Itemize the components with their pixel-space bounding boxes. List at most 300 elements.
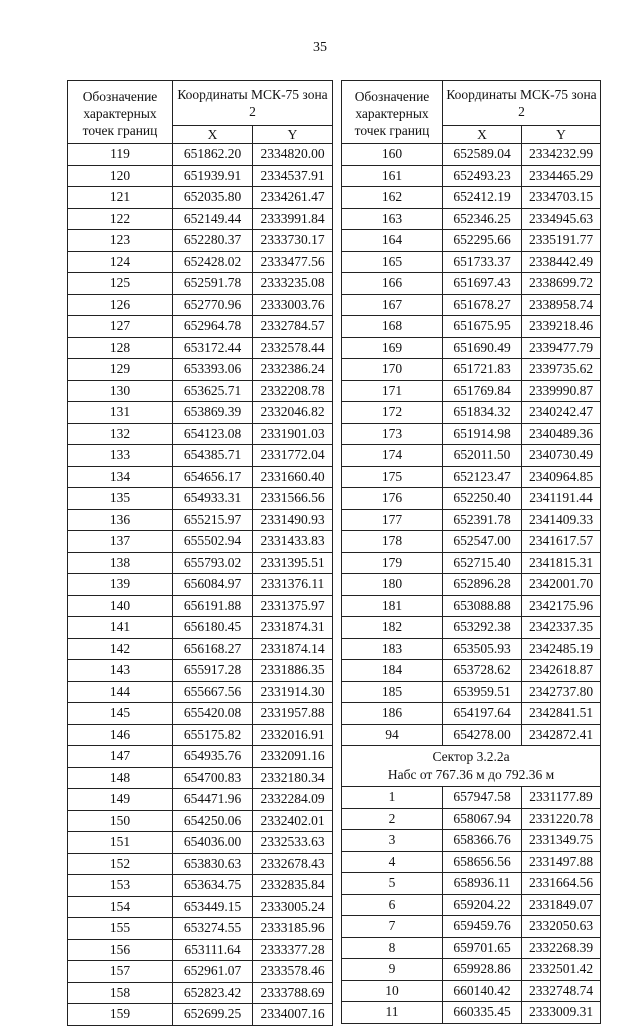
x-coordinate-cell: 651697.43	[443, 273, 522, 295]
x-coordinate-cell: 651675.95	[443, 316, 522, 338]
table-row	[342, 294, 601, 316]
y-coordinate-cell: 2331664.56	[522, 873, 601, 895]
x-coordinate-cell: 652493.23	[443, 165, 522, 187]
table-row	[68, 982, 333, 1004]
y-coordinate-cell: 2340730.49	[522, 445, 601, 467]
y-coordinate-cell: 2332284.09	[253, 789, 333, 811]
table-row	[68, 896, 333, 918]
point-number-cell: 161	[342, 165, 443, 187]
table-row	[68, 853, 333, 875]
table-row	[342, 273, 601, 295]
header-x: X	[173, 126, 253, 144]
point-number-cell: 6	[342, 894, 443, 916]
table-row	[68, 445, 333, 467]
x-coordinate-cell: 653625.71	[173, 380, 253, 402]
point-number-cell: 138	[68, 552, 173, 574]
table-row	[342, 359, 601, 381]
y-coordinate-cell: 2331220.78	[522, 808, 601, 830]
x-coordinate-cell: 652715.40	[443, 552, 522, 574]
x-coordinate-cell: 655667.56	[173, 681, 253, 703]
point-number-cell: 129	[68, 359, 173, 381]
y-coordinate-cell: 2331395.51	[253, 552, 333, 574]
table-row	[342, 337, 601, 359]
table-row	[68, 273, 333, 295]
x-coordinate-cell: 656191.88	[173, 595, 253, 617]
y-coordinate-cell: 2333185.96	[253, 918, 333, 940]
x-coordinate-cell: 659204.22	[443, 894, 522, 916]
point-number-cell: 146	[68, 724, 173, 746]
table-row	[68, 638, 333, 660]
y-coordinate-cell: 2333788.69	[253, 982, 333, 1004]
point-number-cell: 137	[68, 531, 173, 553]
point-number-cell: 135	[68, 488, 173, 510]
y-coordinate-cell: 2341815.31	[522, 552, 601, 574]
y-coordinate-cell: 2332748.74	[522, 980, 601, 1002]
y-coordinate-cell: 2332050.63	[522, 916, 601, 938]
table-row	[342, 851, 601, 873]
point-number-cell: 126	[68, 294, 173, 316]
table-row	[342, 488, 601, 510]
x-coordinate-cell: 652591.78	[173, 273, 253, 295]
point-number-cell: 186	[342, 703, 443, 725]
y-coordinate-cell: 2332678.43	[253, 853, 333, 875]
point-number-cell: 158	[68, 982, 173, 1004]
table-row	[68, 230, 333, 252]
table-row	[342, 959, 601, 981]
y-coordinate-cell: 2340489.36	[522, 423, 601, 445]
point-number-cell: 154	[68, 896, 173, 918]
point-number-cell: 153	[68, 875, 173, 897]
x-coordinate-cell: 653869.39	[173, 402, 253, 424]
point-number-cell: 176	[342, 488, 443, 510]
x-coordinate-cell: 652149.44	[173, 208, 253, 230]
x-coordinate-cell: 654385.71	[173, 445, 253, 467]
point-number-cell: 173	[342, 423, 443, 445]
table-row	[68, 294, 333, 316]
y-coordinate-cell: 2331177.89	[522, 787, 601, 809]
table-row	[68, 466, 333, 488]
page-number: 35	[313, 40, 327, 55]
x-coordinate-cell: 651939.91	[173, 165, 253, 187]
table-row	[68, 939, 333, 961]
point-number-cell: 181	[342, 595, 443, 617]
y-coordinate-cell: 2331349.75	[522, 830, 601, 852]
point-number-cell: 7	[342, 916, 443, 938]
point-number-cell: 170	[342, 359, 443, 381]
table-row	[342, 552, 601, 574]
point-number-cell: 130	[68, 380, 173, 402]
point-number-cell: 134	[68, 466, 173, 488]
y-coordinate-cell: 2333235.08	[253, 273, 333, 295]
y-coordinate-cell: 2334703.15	[522, 187, 601, 209]
x-coordinate-cell: 655917.28	[173, 660, 253, 682]
y-coordinate-cell: 2331914.30	[253, 681, 333, 703]
y-coordinate-cell: 2333991.84	[253, 208, 333, 230]
x-coordinate-cell: 652823.42	[173, 982, 253, 1004]
y-coordinate-cell: 2331772.04	[253, 445, 333, 467]
table-row	[68, 402, 333, 424]
x-coordinate-cell: 655502.94	[173, 531, 253, 553]
table-row	[342, 808, 601, 830]
table-row	[68, 531, 333, 553]
x-coordinate-cell: 654278.00	[443, 724, 522, 746]
table-row	[68, 552, 333, 574]
table-row	[68, 1004, 333, 1026]
point-number-cell: 140	[68, 595, 173, 617]
table-row	[342, 1002, 601, 1024]
table-row	[68, 359, 333, 381]
point-number-cell: 163	[342, 208, 443, 230]
x-coordinate-cell: 652346.25	[443, 208, 522, 230]
point-number-cell: 136	[68, 509, 173, 531]
table-row	[342, 916, 601, 938]
x-coordinate-cell: 654700.83	[173, 767, 253, 789]
x-coordinate-cell: 652011.50	[443, 445, 522, 467]
point-number-cell: 94	[342, 724, 443, 746]
table-row	[342, 681, 601, 703]
point-number-cell: 11	[342, 1002, 443, 1024]
point-number-cell: 171	[342, 380, 443, 402]
table-row	[342, 787, 601, 809]
table-row	[68, 595, 333, 617]
x-coordinate-cell: 654933.31	[173, 488, 253, 510]
table-row	[342, 617, 601, 639]
y-coordinate-cell: 2332386.24	[253, 359, 333, 381]
x-coordinate-cell: 651914.98	[443, 423, 522, 445]
y-coordinate-cell: 2341409.33	[522, 509, 601, 531]
point-number-cell: 159	[68, 1004, 173, 1026]
table-row	[68, 810, 333, 832]
y-coordinate-cell: 2342337.35	[522, 617, 601, 639]
table-row	[68, 423, 333, 445]
y-coordinate-cell: 2334007.16	[253, 1004, 333, 1026]
x-coordinate-cell: 652699.25	[173, 1004, 253, 1026]
y-coordinate-cell: 2333578.46	[253, 961, 333, 983]
x-coordinate-cell: 652589.04	[443, 144, 522, 166]
header-y: Y	[253, 126, 333, 144]
y-coordinate-cell: 2332402.01	[253, 810, 333, 832]
x-coordinate-cell: 653830.63	[173, 853, 253, 875]
y-coordinate-cell: 2333005.24	[253, 896, 333, 918]
point-number-cell: 182	[342, 617, 443, 639]
table-row	[342, 638, 601, 660]
table-row	[68, 165, 333, 187]
point-number-cell: 125	[68, 273, 173, 295]
table-row	[342, 165, 601, 187]
x-coordinate-cell: 652391.78	[443, 509, 522, 531]
header-point-label: Обозначение характерных точек границ	[342, 81, 443, 144]
x-coordinate-cell: 658936.11	[443, 873, 522, 895]
table-row	[68, 681, 333, 703]
x-coordinate-cell: 651769.84	[443, 380, 522, 402]
table-row	[68, 574, 333, 596]
table-row	[68, 337, 333, 359]
point-number-cell: 175	[342, 466, 443, 488]
table-row	[68, 488, 333, 510]
point-number-cell: 162	[342, 187, 443, 209]
y-coordinate-cell: 2332016.91	[253, 724, 333, 746]
x-coordinate-cell: 653172.44	[173, 337, 253, 359]
y-coordinate-cell: 2331566.56	[253, 488, 333, 510]
table-row	[68, 832, 333, 854]
table-row	[68, 208, 333, 230]
table-row	[342, 660, 601, 682]
table-row	[342, 830, 601, 852]
y-coordinate-cell: 2332533.63	[253, 832, 333, 854]
point-number-cell: 151	[68, 832, 173, 854]
y-coordinate-cell: 2342618.87	[522, 660, 601, 682]
x-coordinate-cell: 654250.06	[173, 810, 253, 832]
table-row	[342, 230, 601, 252]
point-number-cell: 183	[342, 638, 443, 660]
y-coordinate-cell: 2332046.82	[253, 402, 333, 424]
x-coordinate-cell: 654935.76	[173, 746, 253, 768]
point-number-cell: 5	[342, 873, 443, 895]
x-coordinate-cell: 656180.45	[173, 617, 253, 639]
x-coordinate-cell: 654656.17	[173, 466, 253, 488]
x-coordinate-cell: 655793.02	[173, 552, 253, 574]
x-coordinate-cell: 651733.37	[443, 251, 522, 273]
table-row	[342, 402, 601, 424]
x-coordinate-cell: 652412.19	[443, 187, 522, 209]
table-row	[68, 251, 333, 273]
table-body-right-top	[342, 144, 601, 746]
y-coordinate-cell: 2333377.28	[253, 939, 333, 961]
header-coordinates: Координаты МСК-75 зона 2	[173, 81, 333, 126]
x-coordinate-cell: 653728.62	[443, 660, 522, 682]
table-row	[68, 875, 333, 897]
y-coordinate-cell: 2334232.99	[522, 144, 601, 166]
table-row	[342, 423, 601, 445]
y-coordinate-cell: 2331376.11	[253, 574, 333, 596]
table-row	[68, 380, 333, 402]
table-row	[68, 660, 333, 682]
point-number-cell: 123	[68, 230, 173, 252]
x-coordinate-cell: 654471.96	[173, 789, 253, 811]
y-coordinate-cell: 2332208.78	[253, 380, 333, 402]
point-number-cell: 8	[342, 937, 443, 959]
x-coordinate-cell: 652035.80	[173, 187, 253, 209]
y-coordinate-cell: 2334945.63	[522, 208, 601, 230]
y-coordinate-cell: 2335191.77	[522, 230, 601, 252]
table-row	[342, 703, 601, 725]
table-row	[342, 937, 601, 959]
point-number-cell: 156	[68, 939, 173, 961]
y-coordinate-cell: 2342737.80	[522, 681, 601, 703]
x-coordinate-cell: 653393.06	[173, 359, 253, 381]
y-coordinate-cell: 2331497.88	[522, 851, 601, 873]
y-coordinate-cell: 2333730.17	[253, 230, 333, 252]
table-row	[342, 873, 601, 895]
point-number-cell: 9	[342, 959, 443, 981]
y-coordinate-cell: 2332501.42	[522, 959, 601, 981]
header-point-label: Обозначение характерных точек границ	[68, 81, 173, 144]
table-row	[68, 144, 333, 166]
x-coordinate-cell: 653088.88	[443, 595, 522, 617]
y-coordinate-cell: 2331886.35	[253, 660, 333, 682]
point-number-cell: 165	[342, 251, 443, 273]
x-coordinate-cell: 652896.28	[443, 574, 522, 596]
x-coordinate-cell: 654123.08	[173, 423, 253, 445]
y-coordinate-cell: 2339218.46	[522, 316, 601, 338]
header-y: Y	[522, 126, 601, 144]
sector-row	[342, 746, 601, 787]
y-coordinate-cell: 2340964.85	[522, 466, 601, 488]
y-coordinate-cell: 2332180.34	[253, 767, 333, 789]
x-coordinate-cell: 653959.51	[443, 681, 522, 703]
y-coordinate-cell: 2334537.91	[253, 165, 333, 187]
point-number-cell: 164	[342, 230, 443, 252]
table-row	[342, 380, 601, 402]
x-coordinate-cell: 651834.32	[443, 402, 522, 424]
x-coordinate-cell: 651678.27	[443, 294, 522, 316]
x-coordinate-cell: 652770.96	[173, 294, 253, 316]
y-coordinate-cell: 2339735.62	[522, 359, 601, 381]
point-number-cell: 172	[342, 402, 443, 424]
x-coordinate-cell: 655175.82	[173, 724, 253, 746]
point-number-cell: 127	[68, 316, 173, 338]
x-coordinate-cell: 660140.42	[443, 980, 522, 1002]
point-number-cell: 174	[342, 445, 443, 467]
y-coordinate-cell: 2333003.76	[253, 294, 333, 316]
x-coordinate-cell: 651690.49	[443, 337, 522, 359]
table-row	[342, 144, 601, 166]
y-coordinate-cell: 2342175.96	[522, 595, 601, 617]
y-coordinate-cell: 2331874.31	[253, 617, 333, 639]
table-row	[68, 789, 333, 811]
x-coordinate-cell: 657947.58	[443, 787, 522, 809]
y-coordinate-cell: 2331375.97	[253, 595, 333, 617]
x-coordinate-cell: 652547.00	[443, 531, 522, 553]
table-row	[68, 703, 333, 725]
sector-cell	[342, 746, 601, 787]
point-number-cell: 139	[68, 574, 173, 596]
x-coordinate-cell: 653449.15	[173, 896, 253, 918]
point-number-cell: 149	[68, 789, 173, 811]
y-coordinate-cell: 2331490.93	[253, 509, 333, 531]
x-coordinate-cell: 654036.00	[173, 832, 253, 854]
table-row	[342, 531, 601, 553]
x-coordinate-cell: 652295.66	[443, 230, 522, 252]
point-number-cell: 2	[342, 808, 443, 830]
table-row	[68, 918, 333, 940]
y-coordinate-cell: 2340242.47	[522, 402, 601, 424]
y-coordinate-cell: 2338699.72	[522, 273, 601, 295]
point-number-cell: 142	[68, 638, 173, 660]
point-number-cell: 166	[342, 273, 443, 295]
table-row	[342, 894, 601, 916]
point-number-cell: 131	[68, 402, 173, 424]
x-coordinate-cell: 658067.94	[443, 808, 522, 830]
y-coordinate-cell: 2334820.00	[253, 144, 333, 166]
table-row	[68, 187, 333, 209]
point-number-cell: 132	[68, 423, 173, 445]
table-row	[68, 509, 333, 531]
point-number-cell: 168	[342, 316, 443, 338]
y-coordinate-cell: 2342872.41	[522, 724, 601, 746]
x-coordinate-cell: 653111.64	[173, 939, 253, 961]
point-number-cell: 148	[68, 767, 173, 789]
x-coordinate-cell: 656084.97	[173, 574, 253, 596]
y-coordinate-cell: 2342001.70	[522, 574, 601, 596]
x-coordinate-cell: 652964.78	[173, 316, 253, 338]
y-coordinate-cell: 2332578.44	[253, 337, 333, 359]
y-coordinate-cell: 2331901.03	[253, 423, 333, 445]
table-row	[68, 961, 333, 983]
x-coordinate-cell: 653292.38	[443, 617, 522, 639]
x-coordinate-cell: 654197.64	[443, 703, 522, 725]
x-coordinate-cell: 660335.45	[443, 1002, 522, 1024]
point-number-cell: 128	[68, 337, 173, 359]
table-row	[342, 574, 601, 596]
point-number-cell: 121	[68, 187, 173, 209]
x-coordinate-cell: 652961.07	[173, 961, 253, 983]
header-x: X	[443, 126, 522, 144]
x-coordinate-cell: 652428.02	[173, 251, 253, 273]
header-coordinates: Координаты МСК-75 зона 2	[443, 81, 601, 126]
y-coordinate-cell: 2339477.79	[522, 337, 601, 359]
point-number-cell: 119	[68, 144, 173, 166]
sector-section	[342, 746, 601, 787]
table-row	[342, 251, 601, 273]
point-number-cell: 160	[342, 144, 443, 166]
x-coordinate-cell: 652123.47	[443, 466, 522, 488]
x-coordinate-cell: 652250.40	[443, 488, 522, 510]
x-coordinate-cell: 651721.83	[443, 359, 522, 381]
x-coordinate-cell: 655215.97	[173, 509, 253, 531]
point-number-cell: 184	[342, 660, 443, 682]
table-body-left	[68, 144, 333, 1026]
x-coordinate-cell: 652280.37	[173, 230, 253, 252]
x-coordinate-cell: 651862.20	[173, 144, 253, 166]
point-number-cell: 145	[68, 703, 173, 725]
point-number-cell: 3	[342, 830, 443, 852]
y-coordinate-cell: 2331874.14	[253, 638, 333, 660]
point-number-cell: 122	[68, 208, 173, 230]
y-coordinate-cell: 2341191.44	[522, 488, 601, 510]
point-number-cell: 155	[68, 918, 173, 940]
x-coordinate-cell: 659459.76	[443, 916, 522, 938]
point-number-cell: 185	[342, 681, 443, 703]
point-number-cell: 133	[68, 445, 173, 467]
y-coordinate-cell: 2338442.49	[522, 251, 601, 273]
point-number-cell: 1	[342, 787, 443, 809]
table-row	[342, 316, 601, 338]
table-body-right-bottom	[342, 787, 601, 1024]
point-number-cell: 147	[68, 746, 173, 768]
y-coordinate-cell: 2334465.29	[522, 165, 601, 187]
y-coordinate-cell: 2333477.56	[253, 251, 333, 273]
point-number-cell: 177	[342, 509, 443, 531]
point-number-cell: 4	[342, 851, 443, 873]
table-row	[342, 445, 601, 467]
table-row	[68, 746, 333, 768]
x-coordinate-cell: 656168.27	[173, 638, 253, 660]
table-row	[342, 208, 601, 230]
point-number-cell: 150	[68, 810, 173, 832]
table-row	[342, 980, 601, 1002]
x-coordinate-cell: 655420.08	[173, 703, 253, 725]
coordinates-table-right	[341, 80, 601, 1024]
x-coordinate-cell: 658366.76	[443, 830, 522, 852]
y-coordinate-cell: 2338958.74	[522, 294, 601, 316]
table-row	[68, 316, 333, 338]
point-number-cell: 120	[68, 165, 173, 187]
y-coordinate-cell: 2332784.57	[253, 316, 333, 338]
x-coordinate-cell: 653274.55	[173, 918, 253, 940]
y-coordinate-cell: 2334261.47	[253, 187, 333, 209]
y-coordinate-cell: 2332268.39	[522, 937, 601, 959]
